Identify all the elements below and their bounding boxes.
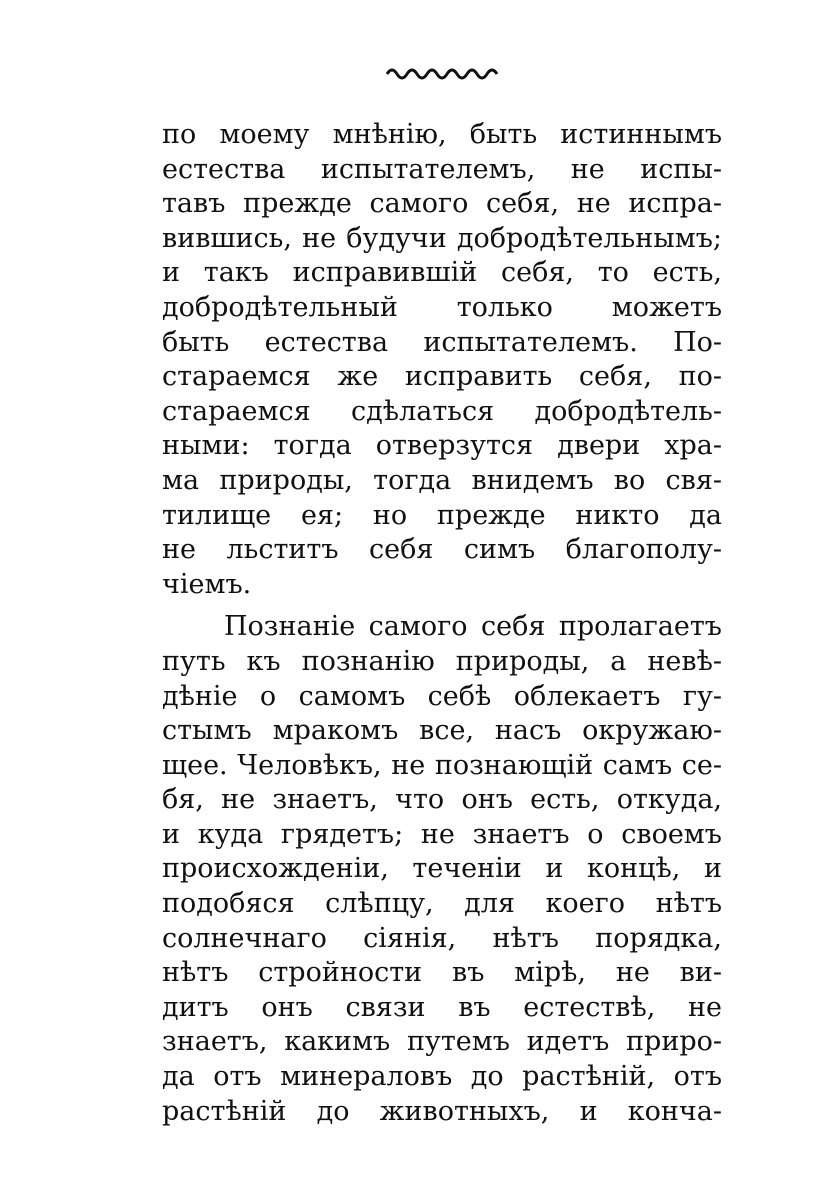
text-line: растѣній до животныхъ, и конча-	[162, 1095, 722, 1127]
text-line: подобяся слѣпцу, для коего нѣтъ	[162, 888, 722, 920]
text-line: и куда грядетъ; не знаетъ о своемъ	[162, 818, 722, 850]
text-line: по моему мнѣнію, быть истиннымъ	[162, 119, 722, 150]
text-line: тавъ прежде самого себя, не испра-	[162, 188, 722, 220]
text-line: стымъ мракомъ все, насъ окружаю-	[162, 715, 722, 747]
paragraph-1	[162, 118, 722, 602]
paragraph-gap	[162, 602, 722, 610]
text-line: стараемся сдѣлаться добродѣтель-	[162, 395, 722, 427]
text-line: Познаніе самого себя пролагаетъ	[224, 611, 722, 643]
text-line: тилище ея; но прежде никто да	[162, 499, 722, 531]
text-line: чіемъ.	[162, 568, 252, 600]
paragraph-2	[162, 610, 722, 1129]
text-line: путь къ познанію природы, а невѣ-	[162, 645, 722, 677]
text-line: дѣніе о самомъ себѣ облекаетъ гу-	[162, 680, 722, 712]
text-line: солнечнаго сіянія, нѣтъ порядка,	[162, 922, 722, 954]
text-line: нѣтъ стройности въ мірѣ, не ви-	[162, 957, 722, 989]
text-line: дитъ онъ связи въ естествѣ, не	[162, 991, 722, 1023]
text-line: знаетъ, какимъ путемъ идетъ приро-	[162, 1026, 722, 1058]
text-line: да отъ минераловъ до растѣній, отъ	[162, 1061, 722, 1093]
text-line: добродѣтельный только можетъ	[162, 291, 722, 323]
text-line: естества испытателемъ, не испы-	[162, 153, 722, 185]
text-line: вившись, не будучи добродѣтельнымъ;	[162, 222, 722, 254]
text-line: бя, не знаетъ, что онъ есть, откуда,	[162, 784, 722, 816]
text-line: и такъ исправившій себя, то есть,	[162, 257, 722, 289]
text-line: ма природы, тогда внидемъ во свя-	[162, 464, 722, 496]
text-line: щее. Человѣкъ, не познающій самъ се-	[162, 749, 722, 781]
text-line: ными: тогда отверзутся двери хра-	[162, 430, 722, 462]
text-line: не льститъ себя симъ благополу-	[162, 534, 722, 566]
body-text	[162, 118, 722, 1129]
text-line: стараемся же исправить себя, по-	[162, 361, 722, 393]
text-line: происхожденіи, теченіи и концѣ, и	[162, 853, 722, 885]
text-line: быть естества испытателемъ. По-	[162, 326, 722, 358]
header-ornament	[385, 62, 505, 84]
